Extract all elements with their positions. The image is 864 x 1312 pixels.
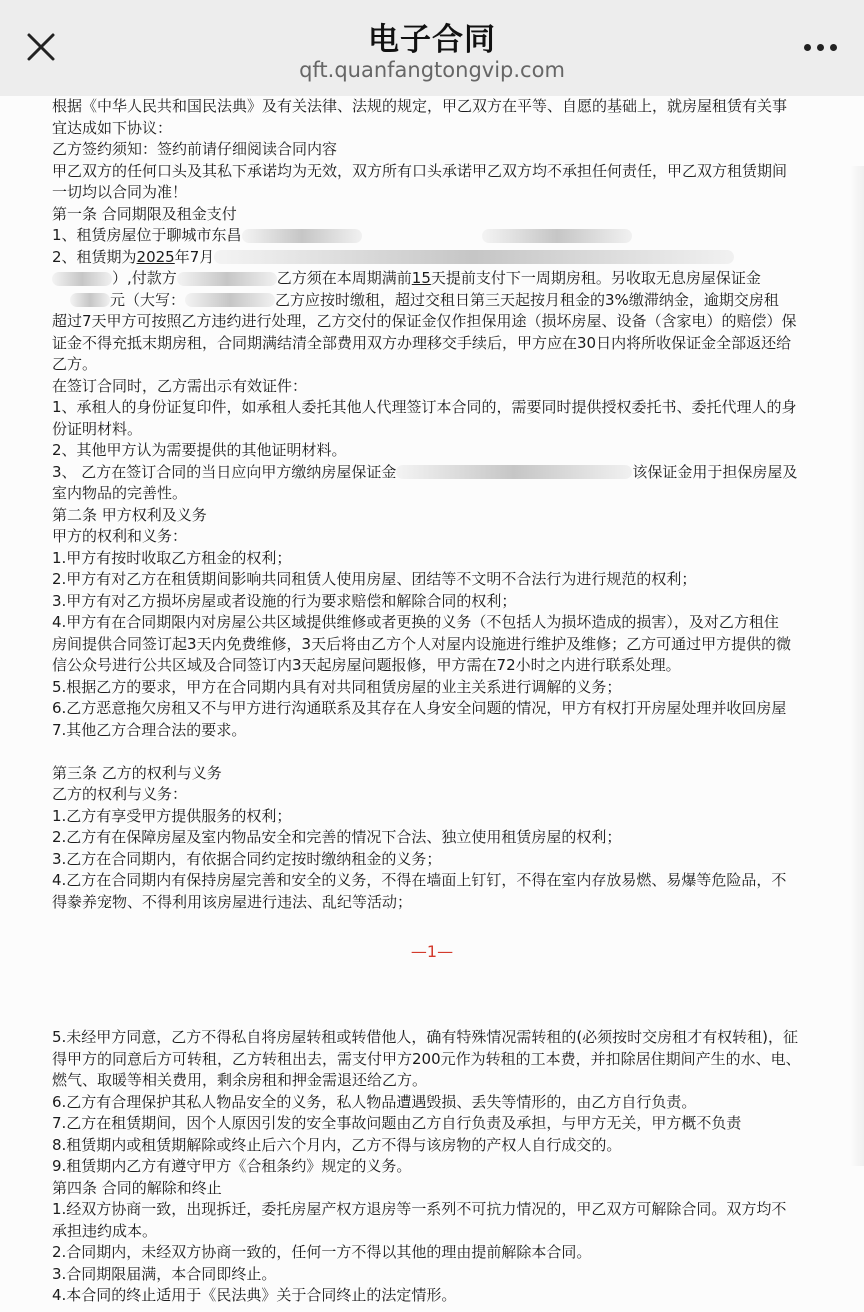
- article-2-item: 1.甲方有按时收取乙方租金的权利；: [52, 548, 292, 567]
- page-title: 电子合同: [368, 22, 496, 58]
- article-3-item: 6.乙方有合理保护其私人物品安全的义务，私人物品遭遇毁损、丢失等情形的，由乙方自行负责。: [52, 1092, 697, 1111]
- article-1-title: 第一条 合同期限及租金支付: [52, 204, 237, 223]
- redaction: [52, 272, 112, 286]
- article-3-item: 8.租赁期内或租赁期解除或终止后六个月内，乙方不得与该房物的产权人自行成交的。: [52, 1135, 622, 1154]
- article-3-item: 9.租赁期内乙方有遵守甲方《合租条约》规定的义务。: [52, 1157, 412, 1175]
- article-3-item: 3.乙方在合同期内，有依据合同约定按时缴纳租金的义务；: [52, 849, 442, 868]
- article-1-line: 乙方。: [52, 355, 98, 373]
- page-url: qft.quanfangtongvip.com: [299, 58, 565, 82]
- article-4-item: 4.本合同的终止适用于《民法典》关于合同终止的法定情形。: [52, 1286, 457, 1304]
- redaction: [185, 293, 275, 307]
- article-3-item: 2.乙方有在保障房屋及室内物品安全和完善的情况下合法、独立使用租赁房屋的权利；: [52, 828, 622, 846]
- article-4-title: 第四条 合同的解除和终止: [52, 1178, 222, 1197]
- intro-line: 宜达成如下协议：: [52, 118, 173, 137]
- article-1-item-2-cont: ）,付款方 乙方须在本周期满前15天提前支付下一周期房租。另收取无息房屋保证金: [52, 268, 810, 290]
- notice-title: 乙方签约须知：签约前请仔细阅读合同内容: [52, 140, 338, 158]
- article-4-item: 3.合同期限届满，本合同即终止。: [52, 1264, 277, 1283]
- article-2-title: 第二条 甲方权利及义务: [52, 505, 207, 524]
- article-2-item: 2.甲方有对乙方在租赁期间影响共同租赁人使用房屋、团结等不文明不合法行为进行规范的权利；: [52, 570, 697, 588]
- article-3-title: 第三条 乙方的权利与义务: [52, 763, 222, 782]
- article-1-item-1: 1、租赁房屋位于聊城市东昌: [52, 225, 810, 247]
- contract-document[interactable]: [0, 96, 864, 1312]
- contract-page-1: [52, 96, 810, 913]
- redaction: [396, 465, 632, 479]
- article-1-line: 超过7天甲方可按照乙方违约进行处理，乙方交付的保证金仅作担保用途（损坏房屋、设备（含家电）的赔偿）保: [52, 312, 797, 330]
- notice-line: 甲乙双方的任何口头及其私下承诺均为无效，双方所有口头承诺甲乙双方均不承担任何责任，甲乙双方租赁期间: [52, 161, 788, 180]
- intro-line: 根据《中华人民共和国民法典》及有关法律、法规的规定，甲乙双方在平等、自愿的基础上，就房屋租赁有关事: [52, 97, 788, 115]
- article-4-item: 1.经双方协商一致，出现拆迁，委托房屋产权方退房等一系列不可抗力情况的，甲乙双方可解除合同。双方均不: [52, 1200, 787, 1218]
- article-1-item-2: 2、租赁期为2025年7月: [52, 247, 810, 269]
- notice-line: 一切均以合同为准！: [52, 183, 188, 201]
- documents-item: 3、 乙方在签订合同的当日应向甲方缴纳房屋保证金 该保证金用于担保房屋及: [52, 462, 798, 481]
- article-2-subtitle: 甲方的权利和义务：: [52, 527, 188, 545]
- redaction: [242, 229, 362, 243]
- more-dots-icon: [804, 44, 811, 51]
- documents-item: 2、其他甲方认为需要提供的其他证明材料。: [52, 441, 347, 459]
- article-2-item: 7.其他乙方合理合法的要求。: [52, 720, 247, 739]
- article-3-item: 5.未经甲方同意，乙方不得私自将房屋转租或转借他人，确有特殊情况需转租的(必须按时交房租才有权转租)，征: [52, 1028, 799, 1046]
- article-1-line: 证金不得充抵末期房租，合同期满结清全部费用双方办理移交手续后，甲方应在30日内将所收保证金全部返还给: [52, 333, 792, 352]
- article-3-item: 燃气、取暖等相关费用，剩余房租和押金需退还给乙方。: [52, 1071, 428, 1089]
- article-2-item: 3.甲方有对乙方损坏房屋或者设施的行为要求赔偿和解除合同的权利；: [52, 591, 517, 610]
- more-menu-button[interactable]: [798, 32, 842, 62]
- article-3-subtitle: 乙方的权利与义务：: [52, 785, 188, 803]
- article-3-item: 1.乙方有享受甲方提供服务的权利；: [52, 806, 292, 825]
- article-2-item: 5.根据乙方的要求，甲方在合同期内具有对共同租赁房屋的业主关系进行调解的义务；: [52, 677, 622, 696]
- article-4-item: 承担违约成本。: [52, 1221, 158, 1240]
- article-3-item: 4.乙方在合同期内有保持房屋完善和安全的义务，不得在墙面上钉钉，不得在室内存放易燃、易爆等危险品，不: [52, 871, 787, 889]
- article-1-deposit: 元（大写： 乙方应按时缴租，超过交租日第三天起按月租金的3%缴滞纳金，逾期交房租: [52, 290, 810, 312]
- article-2-item: 4.甲方有在合同期限内对房屋公共区域提供维修或者更换的义务（不包括人为损坏造成的损害），及对乙方租住: [52, 613, 779, 631]
- top-bar: [0, 0, 864, 97]
- article-4-item: 2.合同期内，未经双方协商一致的，任何一方不得以其他的理由提前解除本合同。: [52, 1243, 592, 1261]
- documents-item: 1、承租人的身份证复印件，如承租人委托其他人代理签订本合同的，需要同时提供授权委托书、委托代理人的身: [52, 398, 797, 416]
- article-2-item: 房间提供合同签订起3天内免费维修，3天后将由乙方个人对屋内设施进行维护及维修；乙方可通过甲方提供的微: [52, 634, 792, 653]
- article-2-item: 6.乙方恶意拖欠房租又不与甲方进行沟通联系及其存在人身安全问题的情况，甲方有权打开房屋处理并收回房屋: [52, 699, 787, 717]
- redaction: [482, 229, 632, 243]
- article-2-item: 信公众号进行公共区域及合同签订内3天起房屋问题报修，甲方需在72小时之内进行联系处理。: [52, 656, 681, 674]
- redaction: [177, 272, 277, 286]
- documents-item: 室内物品的完善性。: [52, 484, 188, 502]
- page-number: —1—: [410, 942, 454, 961]
- documents-title: 在签订合同时，乙方需出示有效证件：: [52, 376, 308, 395]
- contract-page-2: [52, 1027, 810, 1307]
- article-3-item: 得甲方的同意后方可转租，乙方转租出去，需支付甲方200元作为转租的工本费，并扣除居住期间产生的水、电、: [52, 1049, 801, 1068]
- article-3-item: 得豢养宠物、不得利用该房屋进行违法、乱纪等活动；: [52, 892, 413, 911]
- article-3-item: 7.乙方在租赁期间，因个人原因引发的安全事故问题由乙方自行负责及承担，与甲方无关，甲方概不负责: [52, 1114, 742, 1132]
- redaction: [214, 250, 734, 264]
- redaction: [70, 293, 110, 307]
- documents-item: 份证明材料。: [52, 419, 143, 438]
